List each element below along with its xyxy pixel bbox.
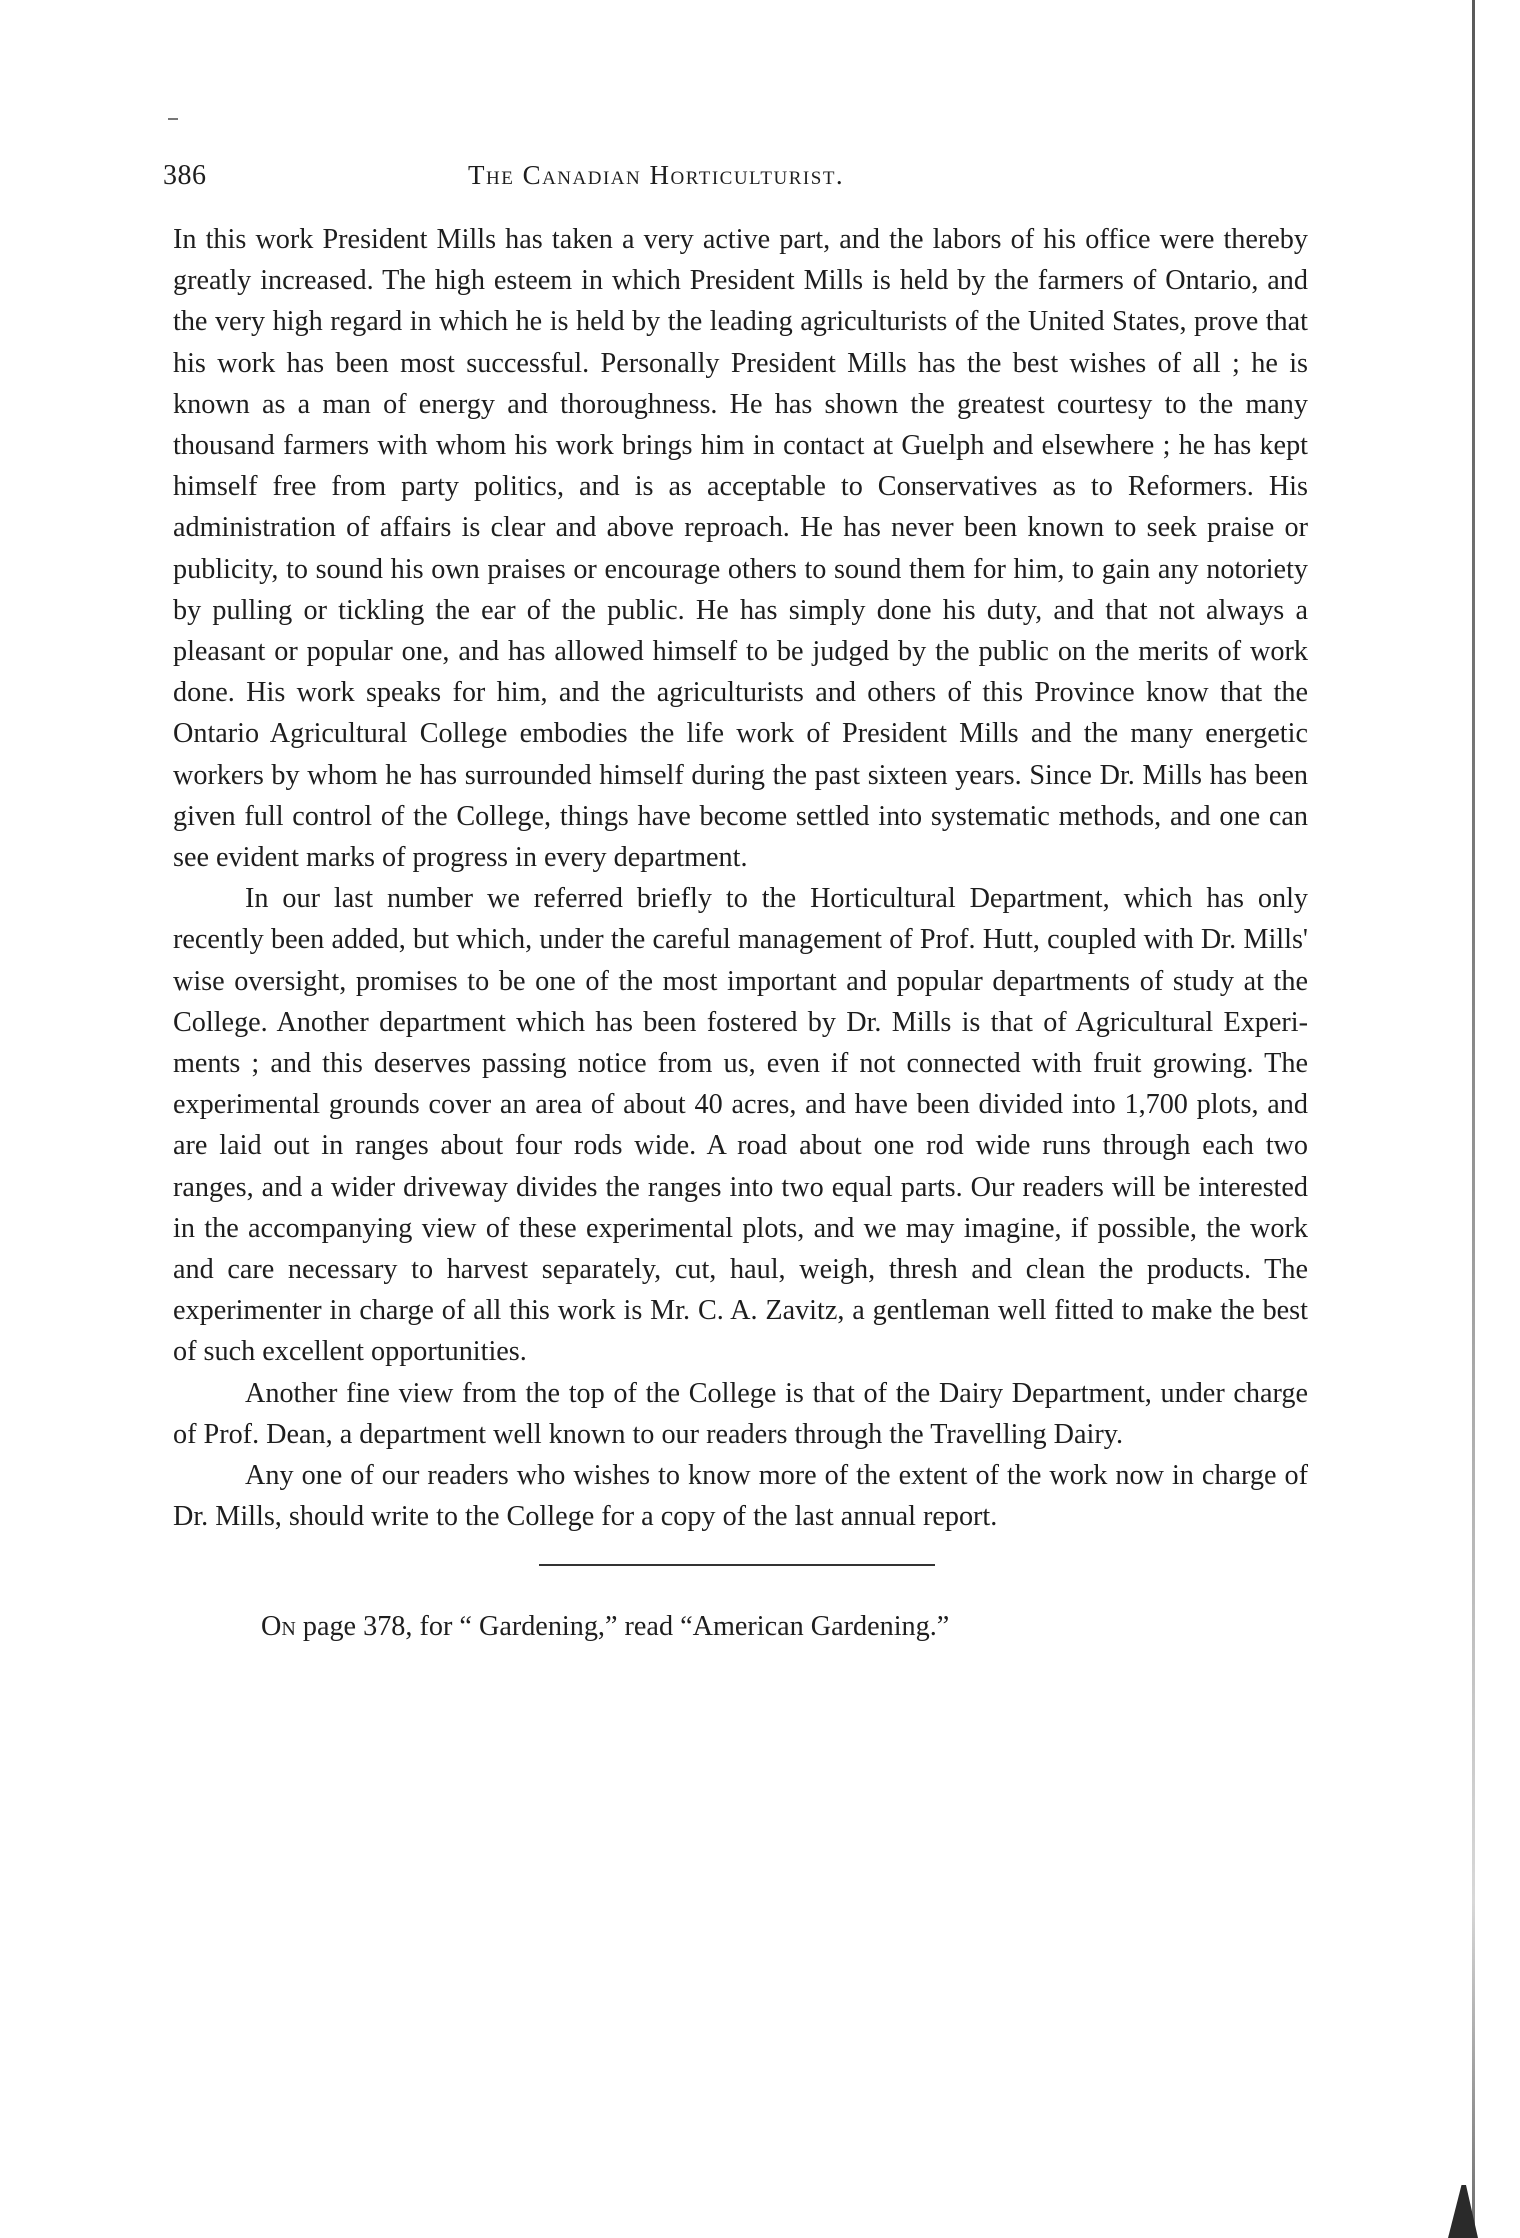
paragraph: In our last number we referred briefly to the Horticultural Department, which has only recently been added, but which, under the careful management of Prof. Hutt, coupled with Dr. Mills' wise oversight, promises to be one of the most important and popular departments of study at the College. Another department which has been fostered by Dr. Mills is that of Agricultural Experiments ; and this deserves passing notice from us, even if not connected with fruit growing. The experimental grounds cover an area of about 40 acres, and have been divided into 1,700 plots, and are laid out in ranges about four rods wide. A road about one rod wide runs through each two ranges, and a wider driveway divides the ranges into two equal parts. Our readers will be interested in the accompanying view of these experimental plots, and we may imagine, if possible, the work and care necessary to harvest separately, cut, haul, weigh, thresh and clean the products. The experimenter in charge of all this work is Mr. C. A. Zavitz, a gentleman well fitted to make the best of such excellent opportunities. [173,883,1308,1368]
running-head [163,160,1313,200]
paragraph: Another fine view from the top of the College is that of the Dairy Department, under charge of Prof. Dean, a department well known to our readers through the Travelling Dairy. [173,1377,1308,1450]
section-divider [539,1564,935,1566]
erratum-text: page 378, for “ Gardening,” read “American Gardening.” [295,1610,950,1642]
journal-title: The Canadian Horticulturist. [468,160,845,190]
article-body [173,219,1308,1647]
paragraph: Any one of our readers who wishes to know more of the extent of the work now in charge of Dr. Mills, should write to the College for a copy of the last annual report. [173,1460,1308,1533]
page-edge-line [1472,0,1475,2238]
print-mark [168,118,178,120]
erratum-lead: On [261,1610,296,1642]
erratum-note [173,1606,1308,1647]
page-number: 386 [163,160,207,191]
paragraph: In this work President Mills has taken a very active part, and the labors of his office were thereby greatly increased. The high esteem in which President Mills is held by the farmers of Ontario, and the very high regard in which he is held by the leading agriculturists of the United States, prove that his work has been most successful. Personally President Mills has the best wishes of all ; he is known as a man of energy and thoroughness. He has shown the greatest courtesy to the many thousand farmers with whom his work brings him in contact at Guelph and elsewhere ; he has kept himself free from party politics, and is as acceptable to Conservatives as to Reformers. His administration of affairs is clear and above reproach. He has never been known to seek praise or publicity, to sound his own praises or encourage others to sound them for him, to gain any notoriety by pulling or tickling the ear of the public. He has simply done his duty, and that not always a pleasant or popular one, and has allowed himself to be judged by the public on the merits of work done. His work speaks for him, and the agriculturists and others of this Province know that the Ontario Agricultural College embodies the life work of President Mills and the many energetic workers by whom he has surrounded himself during the past sixteen years. Since Dr. Mills has been given full control of the College, things have become settled into systematic methods, and one can see evident marks of progress in every department. [173,224,1308,874]
